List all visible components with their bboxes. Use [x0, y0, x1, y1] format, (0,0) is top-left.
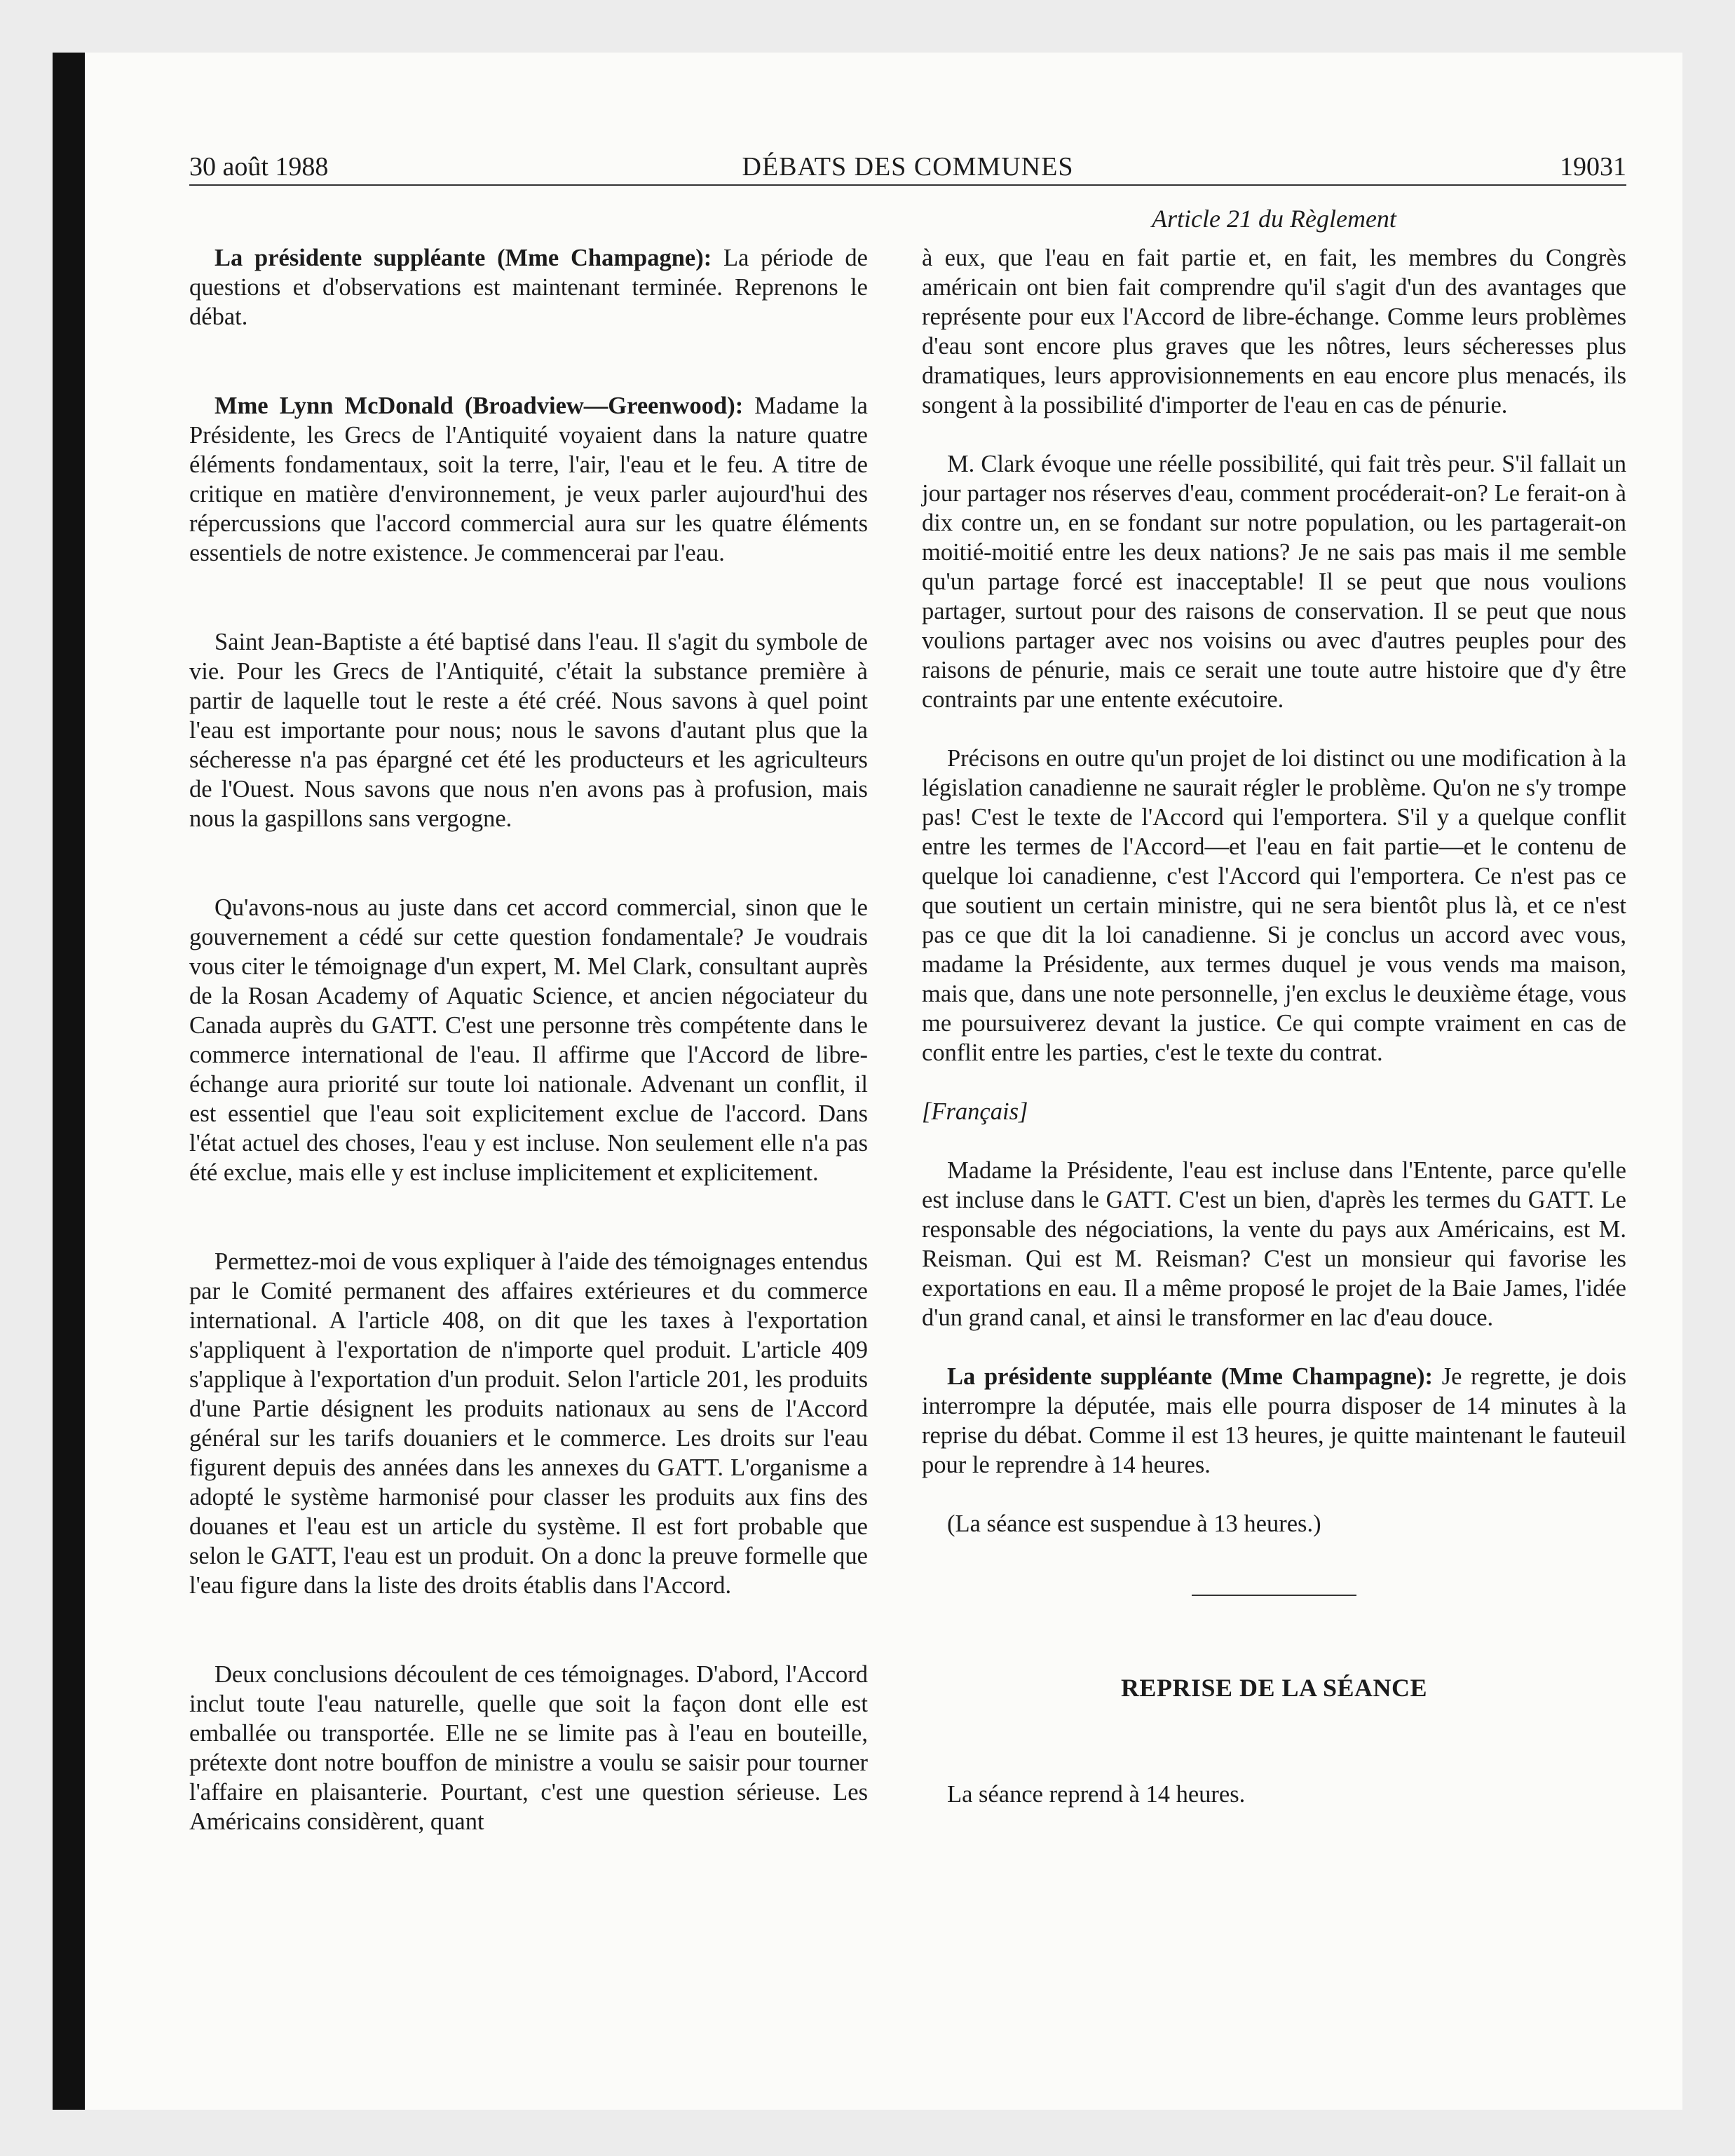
paragraph: à eux, que l'eau en fait partie et, en fait, les membres du Congrès américain ont bien fait comprendre qu'il s'agit d'un des avantages que représente pour eux l'Accord de libre-échange. Comme leurs problèmes d'eau sont encore plus graves que les nôtres, leurs sécheresses plus dramatiques, leurs approvisionnements en eau encore plus menacés, ils songent à la possibilité d'importer de l'eau en cas de pénurie.: [922, 245, 1626, 418]
section-divider: [1192, 1595, 1356, 1596]
paragraph: Qu'avons-nous au juste dans cet accord commercial, sinon que le gouvernement a cédé sur cette question fondamentale? Je voudrais vous citer le témoignage d'un expert, M. Mel Clark, consultant auprès de la Rosan Academy of Aquatic Science, et ancien négociateur du Canada auprès du GATT. C'est une personne très compétente dans le commerce international de l'eau. Il affirme que l'Accord de libre-échange aura priorité sur toute loi nationale. Advenant un conflit, il est essentiel que l'eau soit explicitement exclue de l'accord. Dans l'état actuel des choses, l'eau y est incluse. Non seulement elle n'a pas été exclue, mais elle y est incluse implicitement et explicitement.: [189, 894, 868, 1186]
right-column: [922, 243, 1626, 1838]
paragraph: Deux conclusions découlent de ces témoignages. D'abord, l'Accord inclut toute l'eau naturelle, quelle que soit la façon dont elle est emballée ou transportée. Elle ne se limite pas à l'eau en bouteille, prétexte dont notre bouffon de ministre a voulu se saisir pour tourner l'affaire en plaisanterie. Pourtant, c'est une question sérieuse. Les Américains considèrent, quant: [189, 1661, 868, 1835]
language-tag: [Français]: [922, 1098, 1028, 1125]
paragraph: Précisons en outre qu'un projet de loi distinct ou une modification à la législation canadienne ne saurait régler le problème. Qu'on ne s'y trompe pas! C'est le texte de l'Accord qui l'emportera. S'il y a quelque conflit entre les termes de l'Accord—et l'eau en fait partie—et le contenu de quelque loi canadienne, c'est l'Accord qui l'emportera. Ce n'est pas ce que soutient un certain ministre, qui ne sera bientôt plus là, et ce n'est pas ce que dit la loi canadienne. Si je conclus un accord avec vous, madame la Présidente, aux termes duquel je vous vends ma maison, mais que, dans une note personnelle, j'en exclus le deuxième étage, vous me poursuiverez devant la justice. Ce qui compte vraiment en cas de conflit entre les parties, c'est le texte du contrat.: [922, 745, 1626, 1066]
paragraph: [189, 391, 868, 568]
scan-border: [53, 53, 85, 2110]
left-column: [189, 243, 868, 1866]
section-title: REPRISE DE LA SÉANCE: [1120, 1674, 1428, 1702]
speaker-name: Mme Lynn McDonald (Broadview—Greenwood):: [215, 393, 744, 419]
header-date: 30 août 1988: [189, 152, 329, 182]
header-title: DÉBATS DES COMMUNES: [742, 152, 1074, 182]
speaker-name: La présidente suppléante (Mme Champagne):: [215, 245, 712, 271]
column-subheading: Article 21 du Règlement: [1152, 205, 1396, 233]
suspension-note: (La séance est suspendue à 13 heures.): [947, 1510, 1321, 1537]
speech-text: La période de questions et d'observations est maintenant terminée. Reprenons le débat.: [189, 245, 868, 330]
paragraph: Saint Jean-Baptiste a été baptisé dans l'eau. Il s'agit du symbole de vie. Pour les Grecs de l'Antiquité, c'était la substance première à partir de laquelle tout le reste a été créé. Nous savons à quel point l'eau est importante pour nous; nous le savons d'autant plus que la sécheresse n'a pas épargné cet été les producteurs et les agriculteurs de l'Ouest. Nous savons que nous n'en avons pas à profusion, mais nous la gaspillons sans vergogne.: [189, 629, 868, 832]
header-page-number: 19031: [1560, 152, 1626, 182]
speech-text: Je regrette, je dois interrompre la députée, mais elle pourra disposer de 14 minutes à la reprise du débat. Comme il est 13 heures, je quitte maintenant le fauteuil pour le reprendre à 14 heures.: [922, 1363, 1627, 1478]
page-header: [189, 149, 1626, 186]
speech-text: Madame la Présidente, les Grecs de l'Antiquité voyaient dans la nature quatre éléments fondamentaux, soit la terre, l'air, l'eau et le feu. A titre de critique en matière d'environnement, je veux parler aujourd'hui des répercussions que l'accord commercial aura sur les quatre éléments essentiels de notre existence. Je commencerai par l'eau.: [189, 393, 868, 566]
resumption-note: La séance reprend à 14 heures.: [947, 1781, 1246, 1808]
paragraph: [922, 1362, 1626, 1480]
paragraph: Madame la Présidente, l'eau est incluse dans l'Entente, parce qu'elle est incluse dans le GATT. C'est un bien, d'après les termes du GATT. Le responsable des négociations, la vente du pays aux Américains, est M. Reisman. Qui est M. Reisman? C'est un monsieur qui favorise les exportations en eau. Il a même proposé le projet de la Baie James, l'idée d'un grand canal, et ainsi le transformer en lac d'eau douce.: [922, 1157, 1626, 1331]
paragraph: [189, 243, 868, 332]
paragraph: Permettez-moi de vous expliquer à l'aide des témoignages entendus par le Comité permanent des affaires extérieures et du commerce international. A l'article 408, on dit que les taxes à l'exportation s'appliquent à l'exportation de n'importe quel produit. L'article 409 s'applique à l'exportation d'un produit. Selon l'article 201, les produits d'une Partie désignent les produits nationaux au sens de l'Accord général sur les tarifs douaniers et le commerce. Les droits sur l'eau figurent depuis des années dans les annexes du GATT. L'organisme a adopté le système harmonisé pour classer les produits aux fins des douanes et l'eau est un article du système. Il est fort probable que selon le GATT, l'eau est un produit. On a donc la preuve formelle que l'eau figure dans la liste des droits établis dans l'Accord.: [189, 1248, 868, 1599]
speaker-name: La présidente suppléante (Mme Champagne):: [947, 1363, 1433, 1390]
paragraph: M. Clark évoque une réelle possibilité, qui fait très peur. S'il fallait un jour partager nos réserves d'eau, comment procéderait-on? Le ferait-on à dix contre un, en se fondant sur notre population, ou les partagerait-on moitié-moitié entre les deux nations? Je ne sais pas mais il me semble qu'un partage forcé est inacceptable! Il se peut que nous voulions partager, surtout pour des raisons de conservation. Il se peut que nous voulions partager avec nos voisins ou avec d'autres peuples pour des raisons de pénurie, mais ce serait une toute autre histoire que d'y être contraints par une entente exécutoire.: [922, 451, 1626, 713]
